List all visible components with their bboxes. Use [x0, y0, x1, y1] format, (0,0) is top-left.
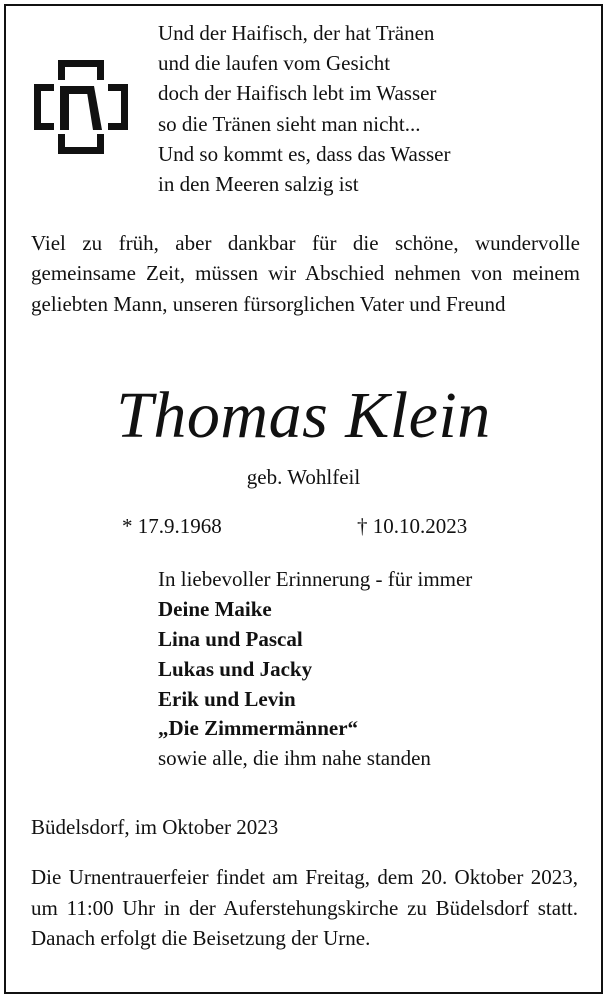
mourner-name: Erik und Levin: [158, 686, 296, 711]
mourners-list: [158, 565, 578, 774]
mourners-closing: sowie alle, die ihm nahe standen: [158, 746, 431, 771]
mourner-name: Lina und Pascal: [158, 626, 303, 651]
poem-line: Und so kommt es, dass das Wasser: [158, 141, 451, 166]
place-date: Büdelsdorf, im Oktober 2023: [31, 815, 279, 839]
mourner-name: Lukas und Jacky: [158, 656, 313, 681]
poem-line: doch der Haifisch lebt im Wasser: [158, 81, 437, 106]
poem-line: in den Meeren salzig ist: [158, 171, 359, 196]
poem-line: so die Tränen sieht man nicht...: [158, 111, 421, 136]
deceased-name: Thomas Klein: [116, 379, 491, 452]
death-date: † 10.10.2023: [357, 514, 468, 538]
birth-date: * 17.9.1968: [122, 514, 222, 538]
poem-line: Und der Haifisch, der hat Tränen: [158, 21, 435, 45]
poem-verse: [158, 18, 578, 199]
poem-line: und die laufen vom Gesicht: [158, 51, 391, 76]
birth-name: geb. Wohlfeil: [246, 465, 361, 489]
mourner-name: Deine Maike: [158, 596, 272, 621]
rammstein-logo-icon: [34, 60, 128, 154]
mourner-name: „Die Zimmermänner“: [158, 716, 359, 741]
service-info: Die Urnentrauerfeier findet am Freitag, dem 20. Oktober 2023, um 11:00 Uhr in der Auferstehungskirche zu Büdelsdorf statt. Danach erfolgt die Beisetzung der Urne.: [31, 865, 578, 951]
intro-paragraph: Viel zu früh, aber dankbar für die schöne, wundervolle gemeinsame Zeit, müssen wir Abschied nehmen von meinem geliebten Mann, unseren fürsorglichen Vater und Freund: [31, 231, 580, 316]
mourners-intro: In liebevoller Erinnerung - für immer: [158, 567, 473, 591]
